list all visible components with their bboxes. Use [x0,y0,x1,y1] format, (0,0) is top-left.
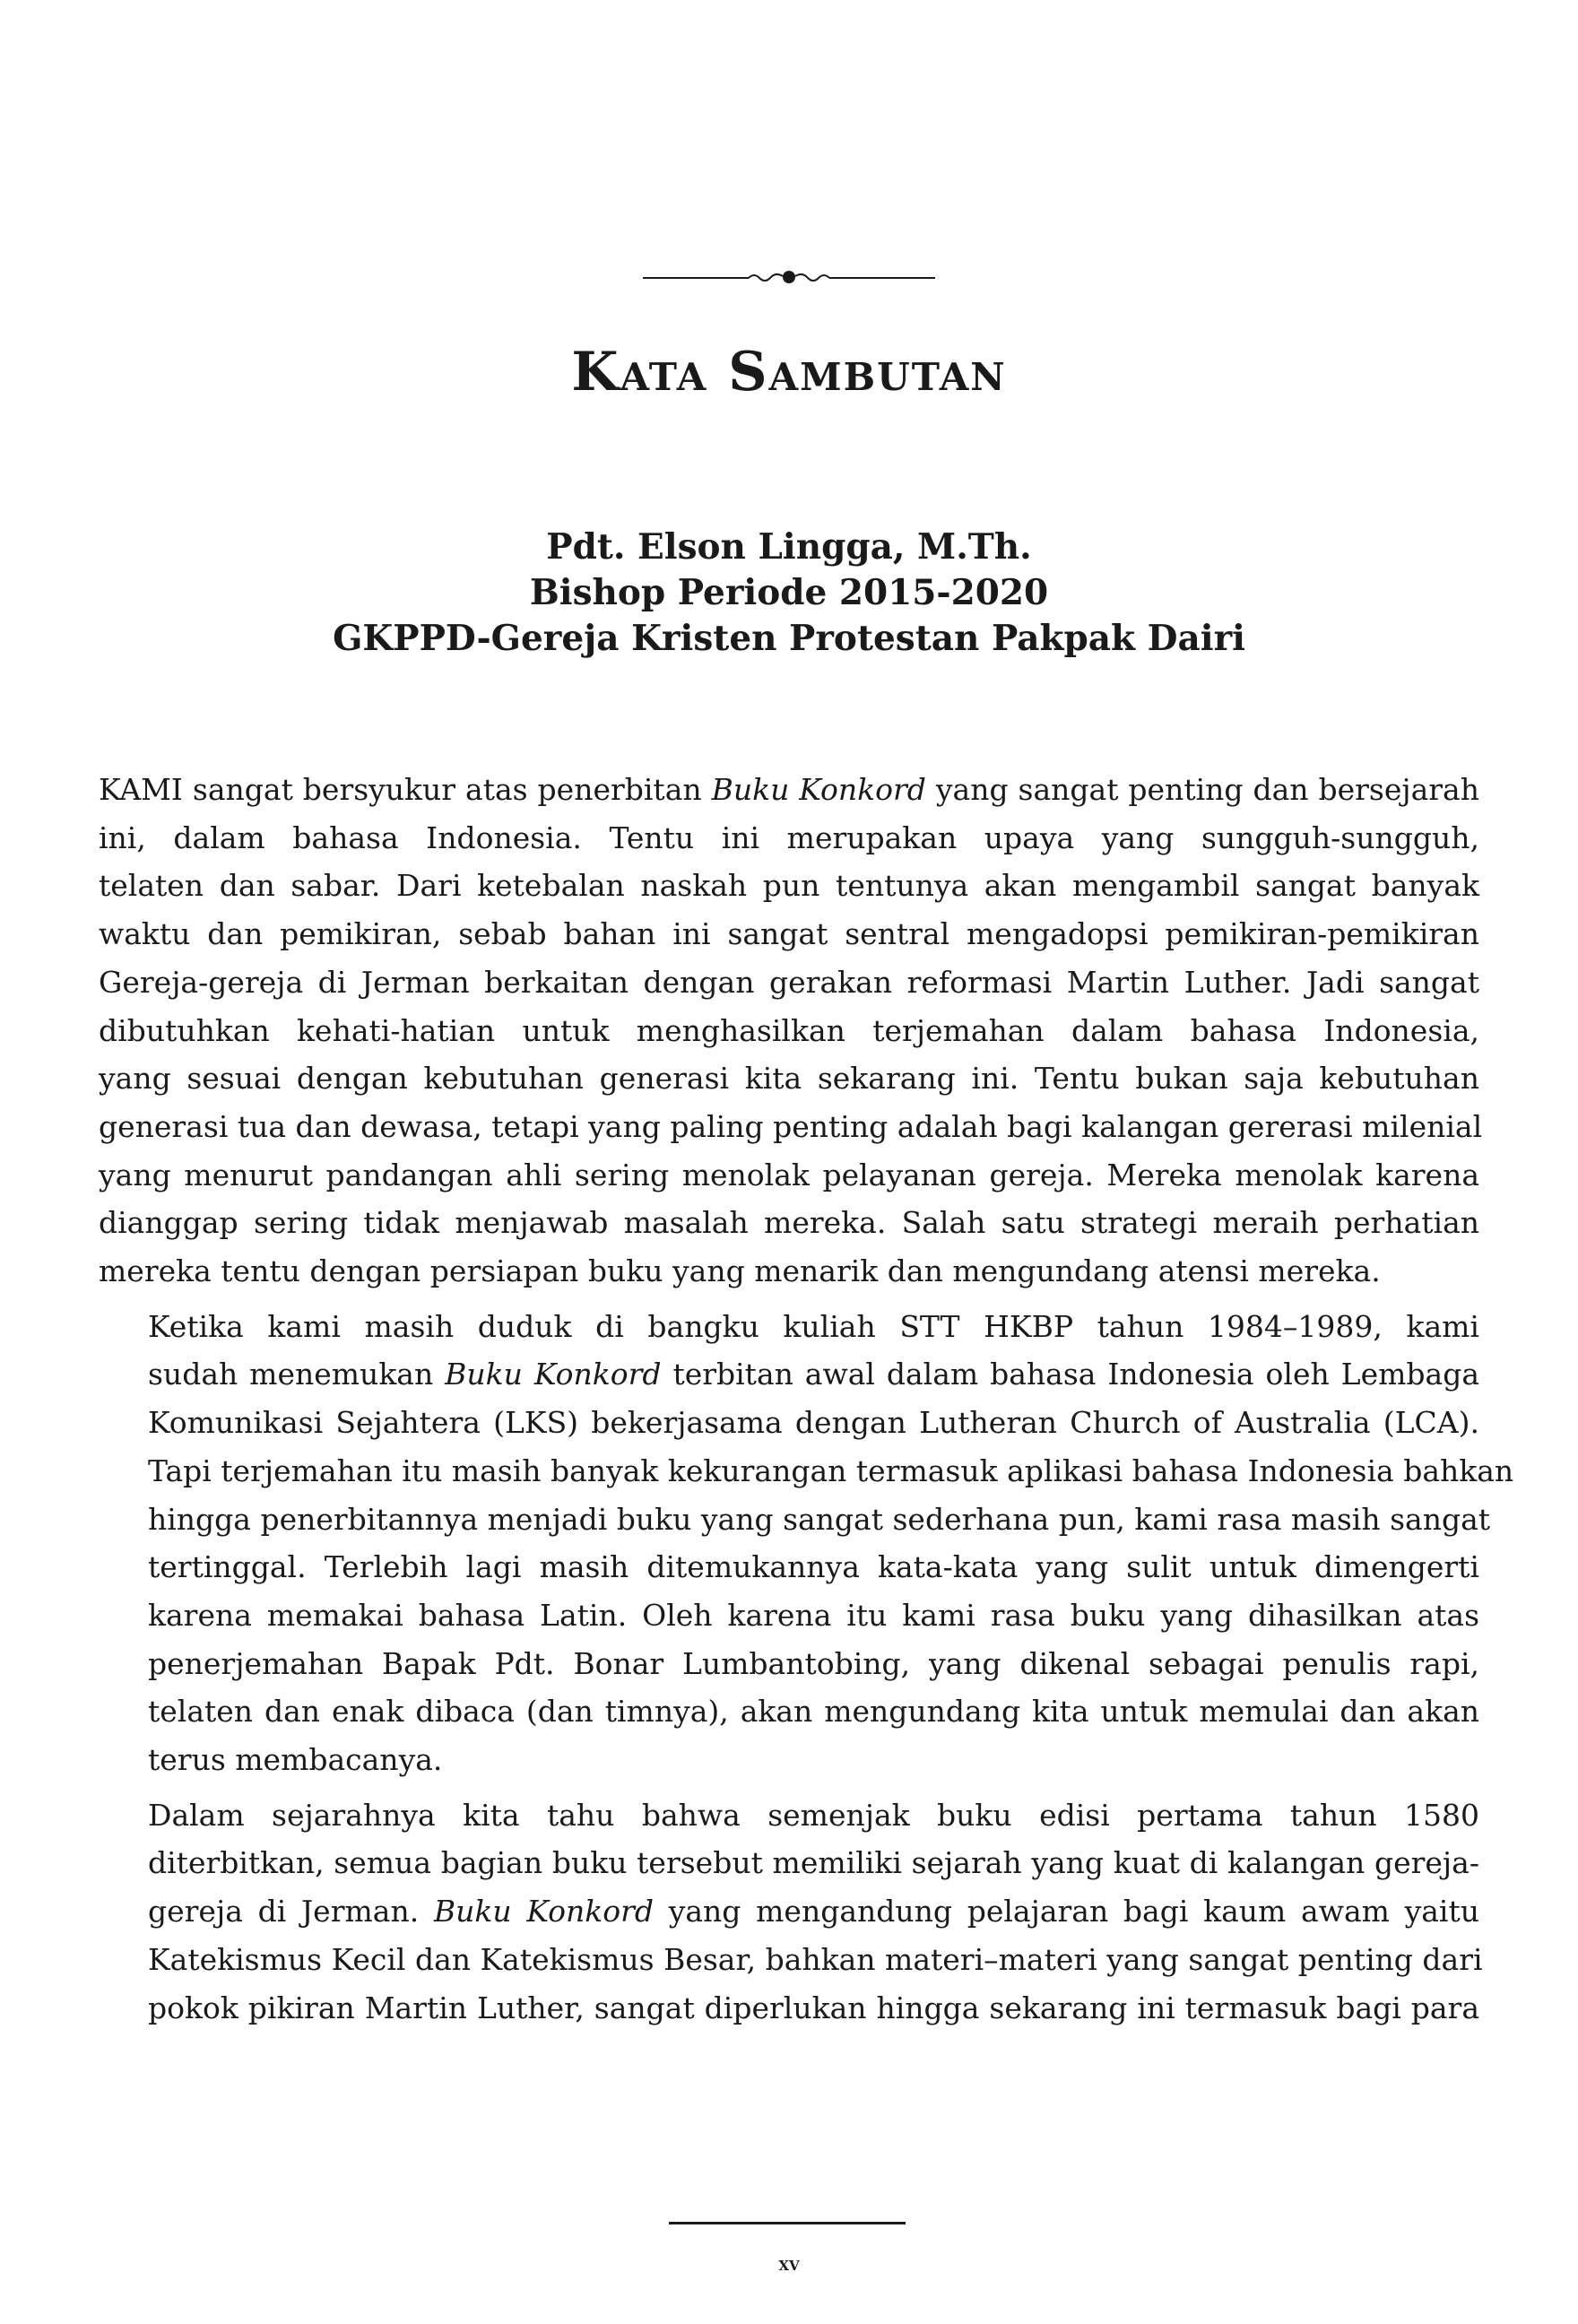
book-title: Buku Konkord [445,1357,662,1392]
book-title: Buku Konkord [433,1894,655,1929]
text-line: Komunikasi Sejahtera (LKS) bekerjasama dengan Lutheran Church of Australia (LCA). [148,1405,1479,1441]
text-line: diterbitkan, semua bagian buku tersebut memiliki sejarah yang kuat di kalangan gereja- [148,1845,1479,1881]
text-line: telaten dan enak dibaca (dan timnya), akan mengundang kita untuk memulai dan akan [148,1694,1479,1730]
text-line: telaten dan sabar. Dari ketebalan naskah pun tentunya akan mengambil sangat banyak [99,868,1479,904]
footer-rule [669,2222,906,2224]
author-church: GKPPD-Gereja Kristen Protestan Pakpak Dairi [333,618,1245,659]
body-text [99,766,1514,2032]
paragraph-2 [99,1303,1514,1784]
text-line: Tapi terjemahan itu masih banyak kekurangan termasuk aplikasi bahasa Indonesia bahkan [148,1452,1514,1488]
page-number: xv [778,2252,800,2276]
text-line: ini, dalam bahasa Indonesia. Tentu ini merupakan upaya yang sungguh-sungguh, [99,819,1479,855]
text-line: Ketika kami masih duduk di bangku kuliah STT HKBP tahun 1984–1989, kami [148,1308,1479,1344]
paragraph-1 [99,766,1483,1296]
text-line: Katekismus Kecil dan Katekismus Besar, bahkan materi–materi yang sangat penting dari [148,1941,1483,1977]
text-line: waktu dan pemikiran, sebab bahan ini sangat sentral mengadopsi pemikiran-pemikiran [99,916,1479,952]
text-line: dianggap sering tidak menjawab masalah mereka. Salah satu strategi meraih perhatian [99,1205,1479,1241]
author-block [0,525,1578,662]
text-line: terus membacanya. [148,1742,443,1778]
text-line: yang menurut pandangan ahli sering menolak pelayanan gereja. Mereka menolak karena [99,1157,1479,1192]
author-position: Bishop Periode 2015-2020 [529,572,1049,613]
text-line: yang sesuai dengan kebutuhan generasi kita sekarang ini. Tentu bukan saja kebutuhan [99,1061,1479,1097]
book-title: Buku Konkord [711,772,926,807]
text-line: Dalam sejarahnya kita tahu bahwa semenjak buku edisi pertama tahun 1580 [148,1797,1479,1833]
ornament-divider-icon [643,260,935,296]
paragraph-3 [99,1791,1483,2033]
text-line: Gereja-gereja di Jerman berkaitan dengan gerakan reformasi Martin Luther. Jadi sangat [99,964,1479,1000]
text-line: sudah menemukan Buku Konkord terbitan awal dalam bahasa Indonesia oleh Lembaga [148,1357,1479,1392]
text-line: mereka tentu dengan persiapan buku yang menarik dan mengundang atensi mereka. [99,1253,1381,1289]
text-line: generasi tua dan dewasa, tetapi yang paling penting adalah bagi kalangan gererasi milenial [99,1108,1483,1144]
text-line: karena memakai bahasa Latin. Oleh karena itu kami rasa buku yang dihasilkan atas [148,1597,1479,1633]
text-line: dibutuhkan kehati-hatian untuk menghasilkan terjemahan dalam bahasa Indonesia, [99,1012,1479,1048]
text-line: hingga penerbitannya menjadi buku yang sangat sederhana pun, kami rasa masih sangat [148,1501,1491,1537]
text-line: KAMI sangat bersyukur atas penerbitan Buku Konkord yang sangat penting dan bersejarah [99,772,1479,807]
text-line: pokok pikiran Martin Luther, sangat diperlukan hingga sekarang ini termasuk bagi para [148,1990,1479,2025]
text-line: penerjemahan Bapak Pdt. Bonar Lumbantobing, yang dikenal sebagai penulis rapi, [148,1645,1479,1681]
text-line: gereja di Jerman. Buku Konkord yang mengandung pelajaran bagi kaum awam yaitu [148,1894,1479,1929]
page-title: Kata Sambutan [571,341,1007,403]
text-line: tertinggal. Terlebih lagi masih ditemukannya kata-kata yang sulit untuk dimengerti [148,1549,1479,1585]
author-name: Pdt. Elson Lingga, M.Th. [546,526,1032,568]
